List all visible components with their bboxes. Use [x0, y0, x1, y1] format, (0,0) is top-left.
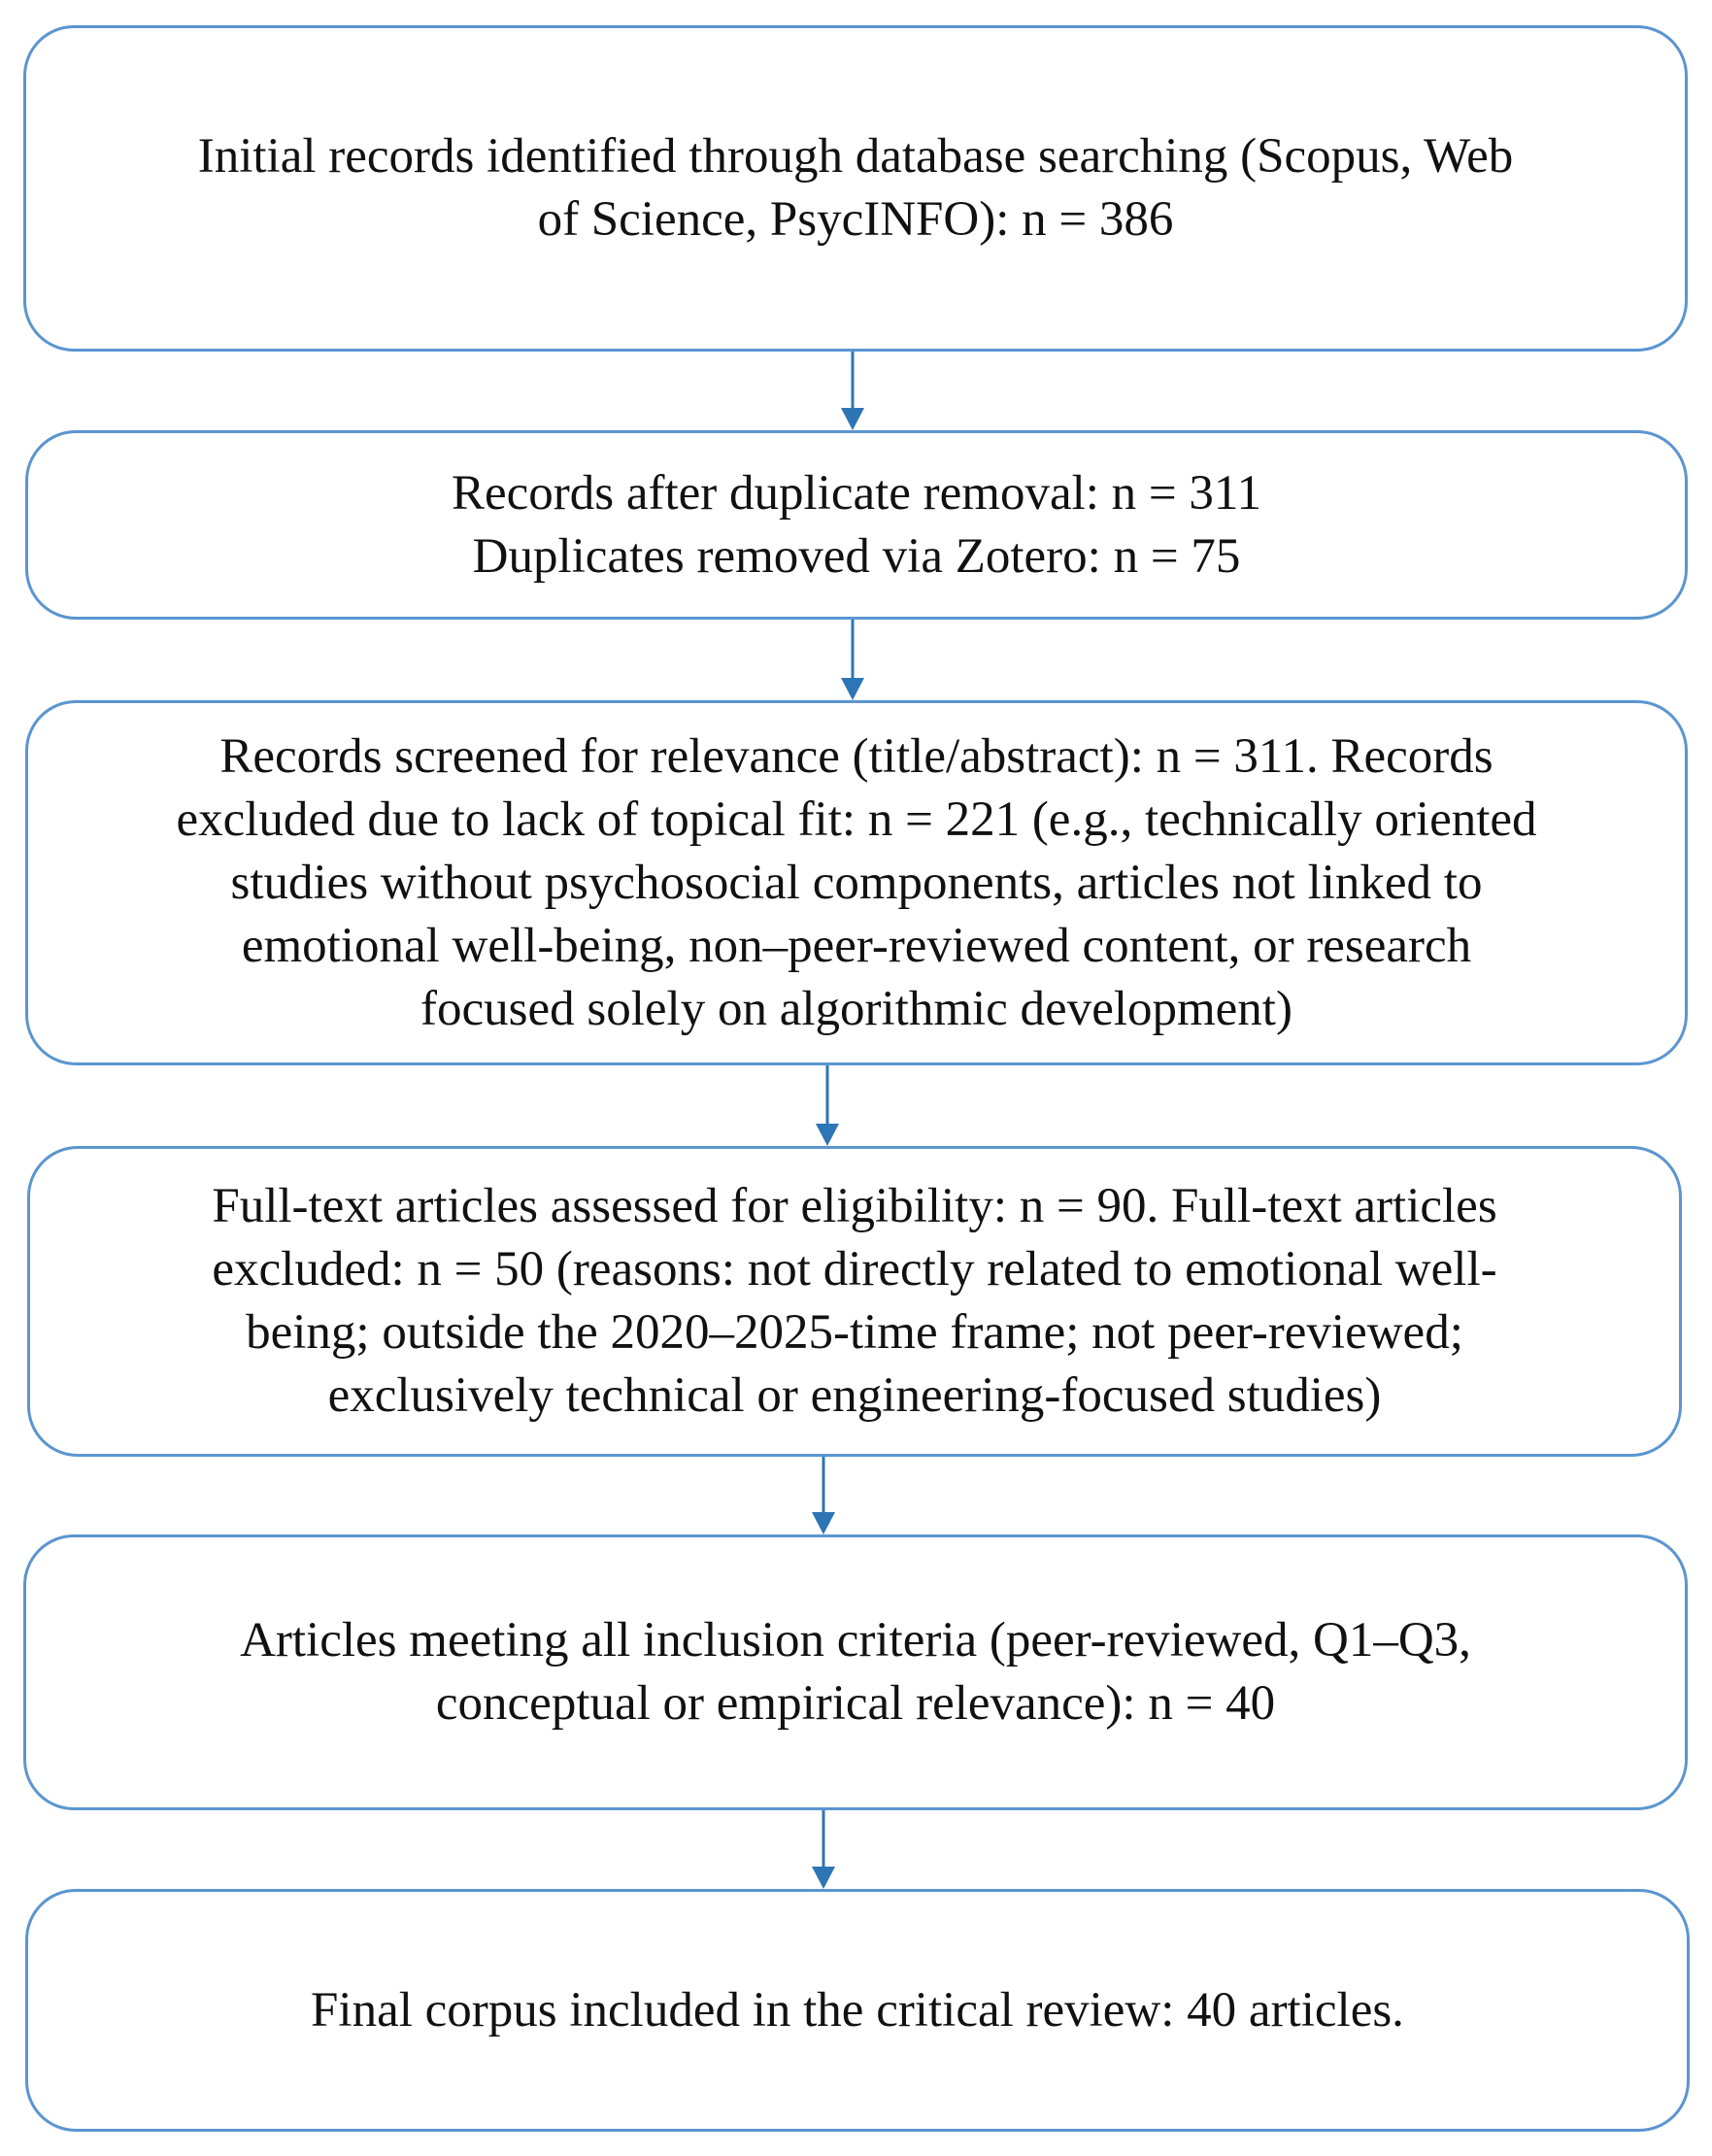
step-eligibility-line-2: excluded: n = 50 (reasons: not directly related to emotional well- — [212, 1242, 1497, 1297]
step-screening-line-5: focused solely on algorithmic development) — [420, 981, 1292, 1036]
step-screening-line-4: emotional well-being, non–peer-reviewed content, or research — [241, 918, 1472, 973]
arrow-4-head — [812, 1512, 835, 1534]
step-eligibility-line-3: being; outside the 2020–2025-time frame; not peer-reviewed; — [246, 1305, 1463, 1360]
step-deduplication-line-1: Records after duplicate removal: n = 311 — [451, 465, 1262, 521]
step-deduplication-line-2: Duplicates removed via Zotero: n = 75 — [472, 528, 1241, 584]
step-identification-line-2: of Science, PsycINFO): n = 386 — [537, 192, 1174, 247]
arrow-3-head — [816, 1124, 839, 1146]
step-screening-line-2: excluded due to lack of topical fit: n = 221 (e.g., technically oriented — [176, 792, 1537, 847]
step-screening-line-1: Records screened for relevance (title/abstract): n = 311. Records — [219, 728, 1494, 784]
step-screening-line-3: studies without psychosocial components, articles not linked to — [230, 855, 1483, 910]
step-eligibility-box — [27, 1146, 1682, 1457]
step-deduplication-box — [25, 430, 1688, 620]
arrow-2-head — [841, 678, 864, 700]
step-identification-line-1: Initial records identified through database searching (Scopus, Web — [197, 129, 1514, 184]
step-screening-box — [25, 700, 1688, 1065]
step-final-line-1: Final corpus included in the critical review: 40 articles. — [311, 1982, 1404, 2038]
step-inclusion-box — [23, 1534, 1688, 1810]
step-identification-box — [23, 25, 1688, 352]
step-eligibility-line-1: Full-text articles assessed for eligibility: n = 90. Full-text articles — [212, 1179, 1497, 1233]
arrow-1-head — [841, 408, 864, 430]
arrow-5-head — [812, 1867, 835, 1889]
step-inclusion-line-2: conceptual or empirical relevance): n = 40 — [435, 1676, 1276, 1731]
step-eligibility-line-4: exclusively technical or engineering-focused studies) — [327, 1368, 1382, 1423]
step-inclusion-line-1: Articles meeting all inclusion criteria (peer-reviewed, Q1–Q3, — [240, 1613, 1471, 1668]
step-final-box — [25, 1889, 1690, 2132]
